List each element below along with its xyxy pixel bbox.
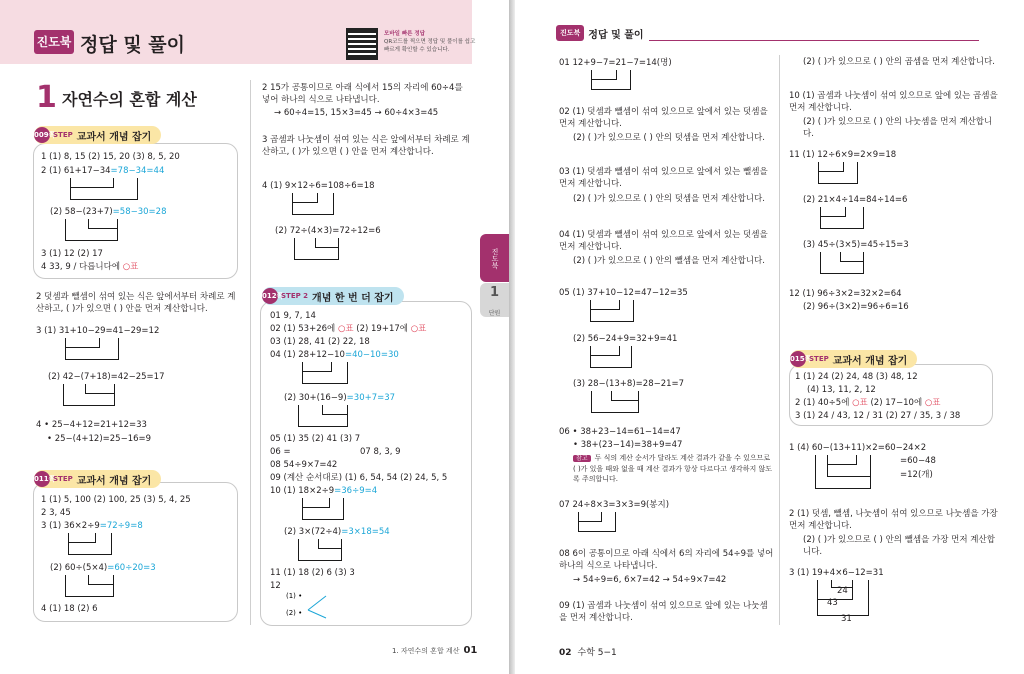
chapter-number: 1	[36, 80, 57, 115]
explanation-m2: 2 15가 공통이므로 아래 식에서 15의 자리에 60÷4를 넣어 하나의 식으로 나타냅니다.	[262, 83, 463, 105]
calc-bracket	[302, 362, 348, 384]
header-rule	[649, 40, 979, 41]
answer-line: 2 (1) 40÷5에 ○표 (2) 17−10에 ○표	[795, 398, 941, 408]
answer-line: 3 (1) 31+10−29=41−29=12	[36, 326, 160, 336]
qr-code-icon[interactable]	[346, 28, 378, 60]
answer-line: 04 (1) 28+12−10=40−10=30	[270, 350, 399, 360]
calc-bracket	[818, 162, 858, 184]
answer-10b: (2) ( )가 있으므로 ( ) 안의 나눗셈을 먼저 계산합니다.	[803, 117, 993, 139]
calc-bracket	[70, 178, 138, 200]
answer-line: =60−48	[900, 456, 936, 466]
note-06: 참고 두 식의 계산 순서가 달라도 계산 결과가 같을 수 있으므로 ( )가 있을 때와 없을 때 계산 결과가 항상 다르다고 생각하지 않도록 주의합니다.	[573, 454, 772, 483]
answer-line: 02 (1) 53+26에 ○표 (2) 19+17에 ○표	[270, 324, 427, 334]
answer-04b: (2) ( )가 있으므로 ( ) 안의 뺄셈을 먼저 계산합니다.	[573, 256, 765, 266]
answer-line: (2) 42−(7+18)=42−25=17	[48, 372, 165, 382]
matching-diagram	[284, 588, 344, 622]
answer-line: 01 12+9−7=21−7=14(명)	[559, 58, 672, 68]
answer-line: 3 (1) 12 (2) 17	[41, 249, 103, 259]
answer-line: 4 • 25−4+12=21+12=33	[36, 420, 147, 430]
answer-03: 03 (1) 덧셈과 뺄셈이 섞여 있으므로 앞에서 있는 뺄셈을 먼저 계산합니다.	[559, 167, 768, 189]
answer-line: • 25−(4+12)=25−16=9	[47, 434, 152, 444]
calc-bracket	[815, 455, 871, 489]
answer-04: 04 (1) 덧셈과 뺄셈이 섞여 있으므로 앞에서 있는 덧셈을 먼저 계산합니다.	[559, 230, 768, 252]
column-divider	[779, 55, 780, 625]
calc-value: 24	[837, 586, 848, 596]
answer-line: → 60÷4=15, 15×3=45 → 60÷4×3=45	[274, 108, 439, 118]
answer-line: 4 33, 9 / 다릅니다에 ○표	[41, 262, 139, 272]
answer-line: 3 (1) 36×2÷9=72÷9=8	[41, 521, 143, 531]
answer-line: • 38+(23−14)=38+9=47	[573, 440, 683, 450]
calc-bracket	[817, 580, 869, 616]
right-page	[515, 0, 1024, 674]
calc-bracket	[578, 512, 616, 532]
answer-line: (4) 13, 11, 2, 12	[807, 385, 876, 395]
answer-09: 09 (1) 곱셈과 나눗셈이 섞여 있으므로 앞에 있는 나눗셈을 먼저 계산합니다.	[559, 601, 768, 623]
answer-line: 11 (1) 18 (2) 6 (3) 3	[270, 568, 355, 578]
answer-line: 03 (1) 28, 41 (2) 22, 18	[270, 337, 370, 347]
section-tag-011: 011쪽 STEP 교과서 개념 잡기	[34, 470, 161, 488]
calc-bracket	[302, 498, 344, 520]
answer-line: 1 (1) 24 (2) 24, 48 (3) 48, 12	[795, 372, 918, 382]
svg-text:(2) •: (2) •	[286, 609, 303, 617]
answer-line: 01 9, 7, 14	[270, 311, 316, 321]
svg-text:(1) •: (1) •	[286, 592, 303, 600]
calc-bracket	[298, 539, 342, 561]
chapter-title: 자연수의 혼합 계산	[62, 90, 197, 109]
answer-line: 11 (1) 12÷6×9=2×9=18	[789, 150, 897, 160]
answer-line: 05 (1) 37+10−12=47−12=35	[559, 288, 688, 298]
calc-bracket	[65, 338, 119, 360]
calc-value: 43	[827, 598, 838, 608]
answer-line: 4 (1) 18 (2) 6	[41, 604, 98, 614]
answer-08: 08 6이 공통이므로 아래 식에서 6의 자리에 54÷9를 넣어 하나의 식으로 나타냅니다.	[559, 549, 774, 571]
section-tag-009: 009쪽 STEP 교과서 개념 잡기	[34, 126, 161, 144]
calc-bracket	[590, 346, 632, 368]
answer-line: 06 =	[270, 447, 291, 457]
answer-line: 05 (1) 35 (2) 41 (3) 7	[270, 434, 361, 444]
answer-line: (2) 96÷(3×2)=96÷6=16	[803, 302, 909, 312]
answer-line: (2) 3×(72÷4)=3×18=54	[284, 527, 390, 537]
answer-line: (2) 56−24+9=32+9=41	[573, 334, 678, 344]
answer-line: 2 3, 45	[41, 508, 71, 518]
answer-02b: (2) ( )가 있으므로 ( ) 안의 덧셈을 먼저 계산합니다.	[573, 133, 765, 143]
answer-line: 12 (1) 96÷3×2=32×2=64	[789, 289, 902, 299]
calc-bracket	[591, 70, 631, 90]
answer-line: 2 (1) 61+17−34=78−34=44	[41, 166, 165, 176]
calc-bracket	[65, 219, 118, 241]
section-tag-012: 012쪽 STEP 2 개념 한 번 더 잡기	[262, 287, 404, 305]
left-page	[0, 0, 509, 674]
calc-bracket	[820, 252, 864, 274]
answer-b2b: (2) ( )가 있으므로 ( ) 안의 뺄셈을 가장 먼저 계산합니다.	[803, 535, 995, 557]
qr-caption: 모바일 빠른 정답 QR코드를 찍으면 정답 및 풀이를 쉽고 빠르게 확인할 수 있습니다.	[384, 31, 476, 53]
calc-bracket	[591, 391, 639, 413]
answer-line: 3 (1) 19+4×6−12=31	[789, 568, 884, 578]
calc-bracket	[292, 193, 334, 215]
answer-line: 1 (1) 8, 15 (2) 15, 20 (3) 8, 5, 20	[41, 152, 180, 162]
calc-bracket	[298, 405, 348, 427]
answer-02: 02 (1) 덧셈과 뺄셈이 섞여 있으므로 앞에서 있는 덧셈을 먼저 계산합니다.	[559, 107, 768, 129]
answer-line: 4 (1) 9×12÷6=108÷6=18	[262, 181, 375, 191]
answer-line: 3 (1) 24 / 43, 12 / 31 (2) 27 / 35, 3 / 38	[795, 411, 961, 421]
calc-bracket	[590, 300, 634, 322]
answer-line: 07 24÷8×3=3×3=9(봉지)	[559, 500, 670, 510]
answer-line: 12	[270, 581, 281, 591]
footer: 1. 자연수의 혼합 계산 01	[392, 645, 478, 656]
answer-line: 08 54÷9×7=42	[270, 460, 338, 470]
answer-line: 09 (계산 순서대로) (1) 6, 54, 54 (2) 24, 5, 5	[270, 473, 448, 483]
calc-bracket	[294, 238, 339, 260]
brand-tab: 진도북	[34, 30, 74, 54]
answer-line: 06 • 38+23−14=61−14=47	[559, 427, 681, 437]
explanation-2: 2 덧셈과 뺄셈이 섞여 있는 식은 앞에서부터 차례로 계산하고, ( )가 있으면 ( ) 안을 먼저 계산합니다.	[36, 292, 236, 314]
answer-line: 1 (1) 5, 100 (2) 100, 25 (3) 5, 4, 25	[41, 495, 191, 505]
answer-b2: 2 (1) 덧셈, 뺄셈, 나눗셈이 섞여 있으므로 나눗셈을 가장 먼저 계산합니다.	[789, 509, 998, 531]
header-tab: 진도북 정답 및 풀이	[556, 24, 644, 42]
answer-03b: (2) ( )가 있으므로 ( ) 안의 덧셈을 먼저 계산합니다.	[573, 194, 765, 204]
unit-tab[interactable]: 1 단원	[480, 283, 509, 317]
answer-line: → 54÷9=6, 6×7=42 → 54÷9×7=42	[573, 575, 727, 585]
answer-10: 10 (1) 곱셈과 나눗셈이 섞여 있으므로 앞에 있는 곱셈을 먼저 계산합니다.	[789, 91, 998, 113]
side-tab[interactable]: 진도북	[480, 234, 509, 282]
answer-line: =12(개)	[900, 470, 933, 480]
answer-line: (3) 45÷(3×5)=45÷15=3	[803, 240, 909, 250]
footer: 02 수학 5−1	[559, 648, 617, 658]
answer-line: (2) 60÷(5×4)=60÷20=3	[50, 563, 156, 573]
calc-bracket	[68, 533, 112, 555]
answer-line: 07 8, 3, 9	[360, 447, 401, 457]
answer-line: (2) 72÷(4×3)=72÷12=6	[275, 226, 381, 236]
answer-line: (2) 30+(16−9)=30+7=37	[284, 393, 396, 403]
column-divider	[250, 80, 251, 625]
section-tag-015: 015쪽 STEP 교과서 개념 잡기	[790, 350, 917, 368]
calc-bracket	[65, 575, 114, 597]
explanation-m3: 3 곱셈과 나눗셈이 섞여 있는 식은 앞에서부터 차례로 계산하고, ( )가 있으면 ( ) 안을 먼저 계산합니다.	[262, 135, 470, 157]
answer-09b: (2) ( )가 있으므로 ( ) 안의 곱셈을 먼저 계산합니다.	[803, 57, 995, 67]
calc-bracket	[820, 207, 864, 229]
answer-line: (2) 21×4÷14=84÷14=6	[803, 195, 908, 205]
answer-line: 1 (4) 60−(13+11)×2=60−24×2	[789, 443, 927, 453]
answer-line: (3) 28−(13+8)=28−21=7	[573, 379, 685, 389]
page-title: 정답 및 풀이	[80, 34, 185, 56]
calc-value: 31	[841, 614, 852, 624]
answer-line: 10 (1) 18×2÷9=36÷9=4	[270, 486, 378, 496]
calc-bracket	[63, 384, 115, 406]
answer-line: (2) 58−(23+7)=58−30=28	[50, 207, 167, 217]
